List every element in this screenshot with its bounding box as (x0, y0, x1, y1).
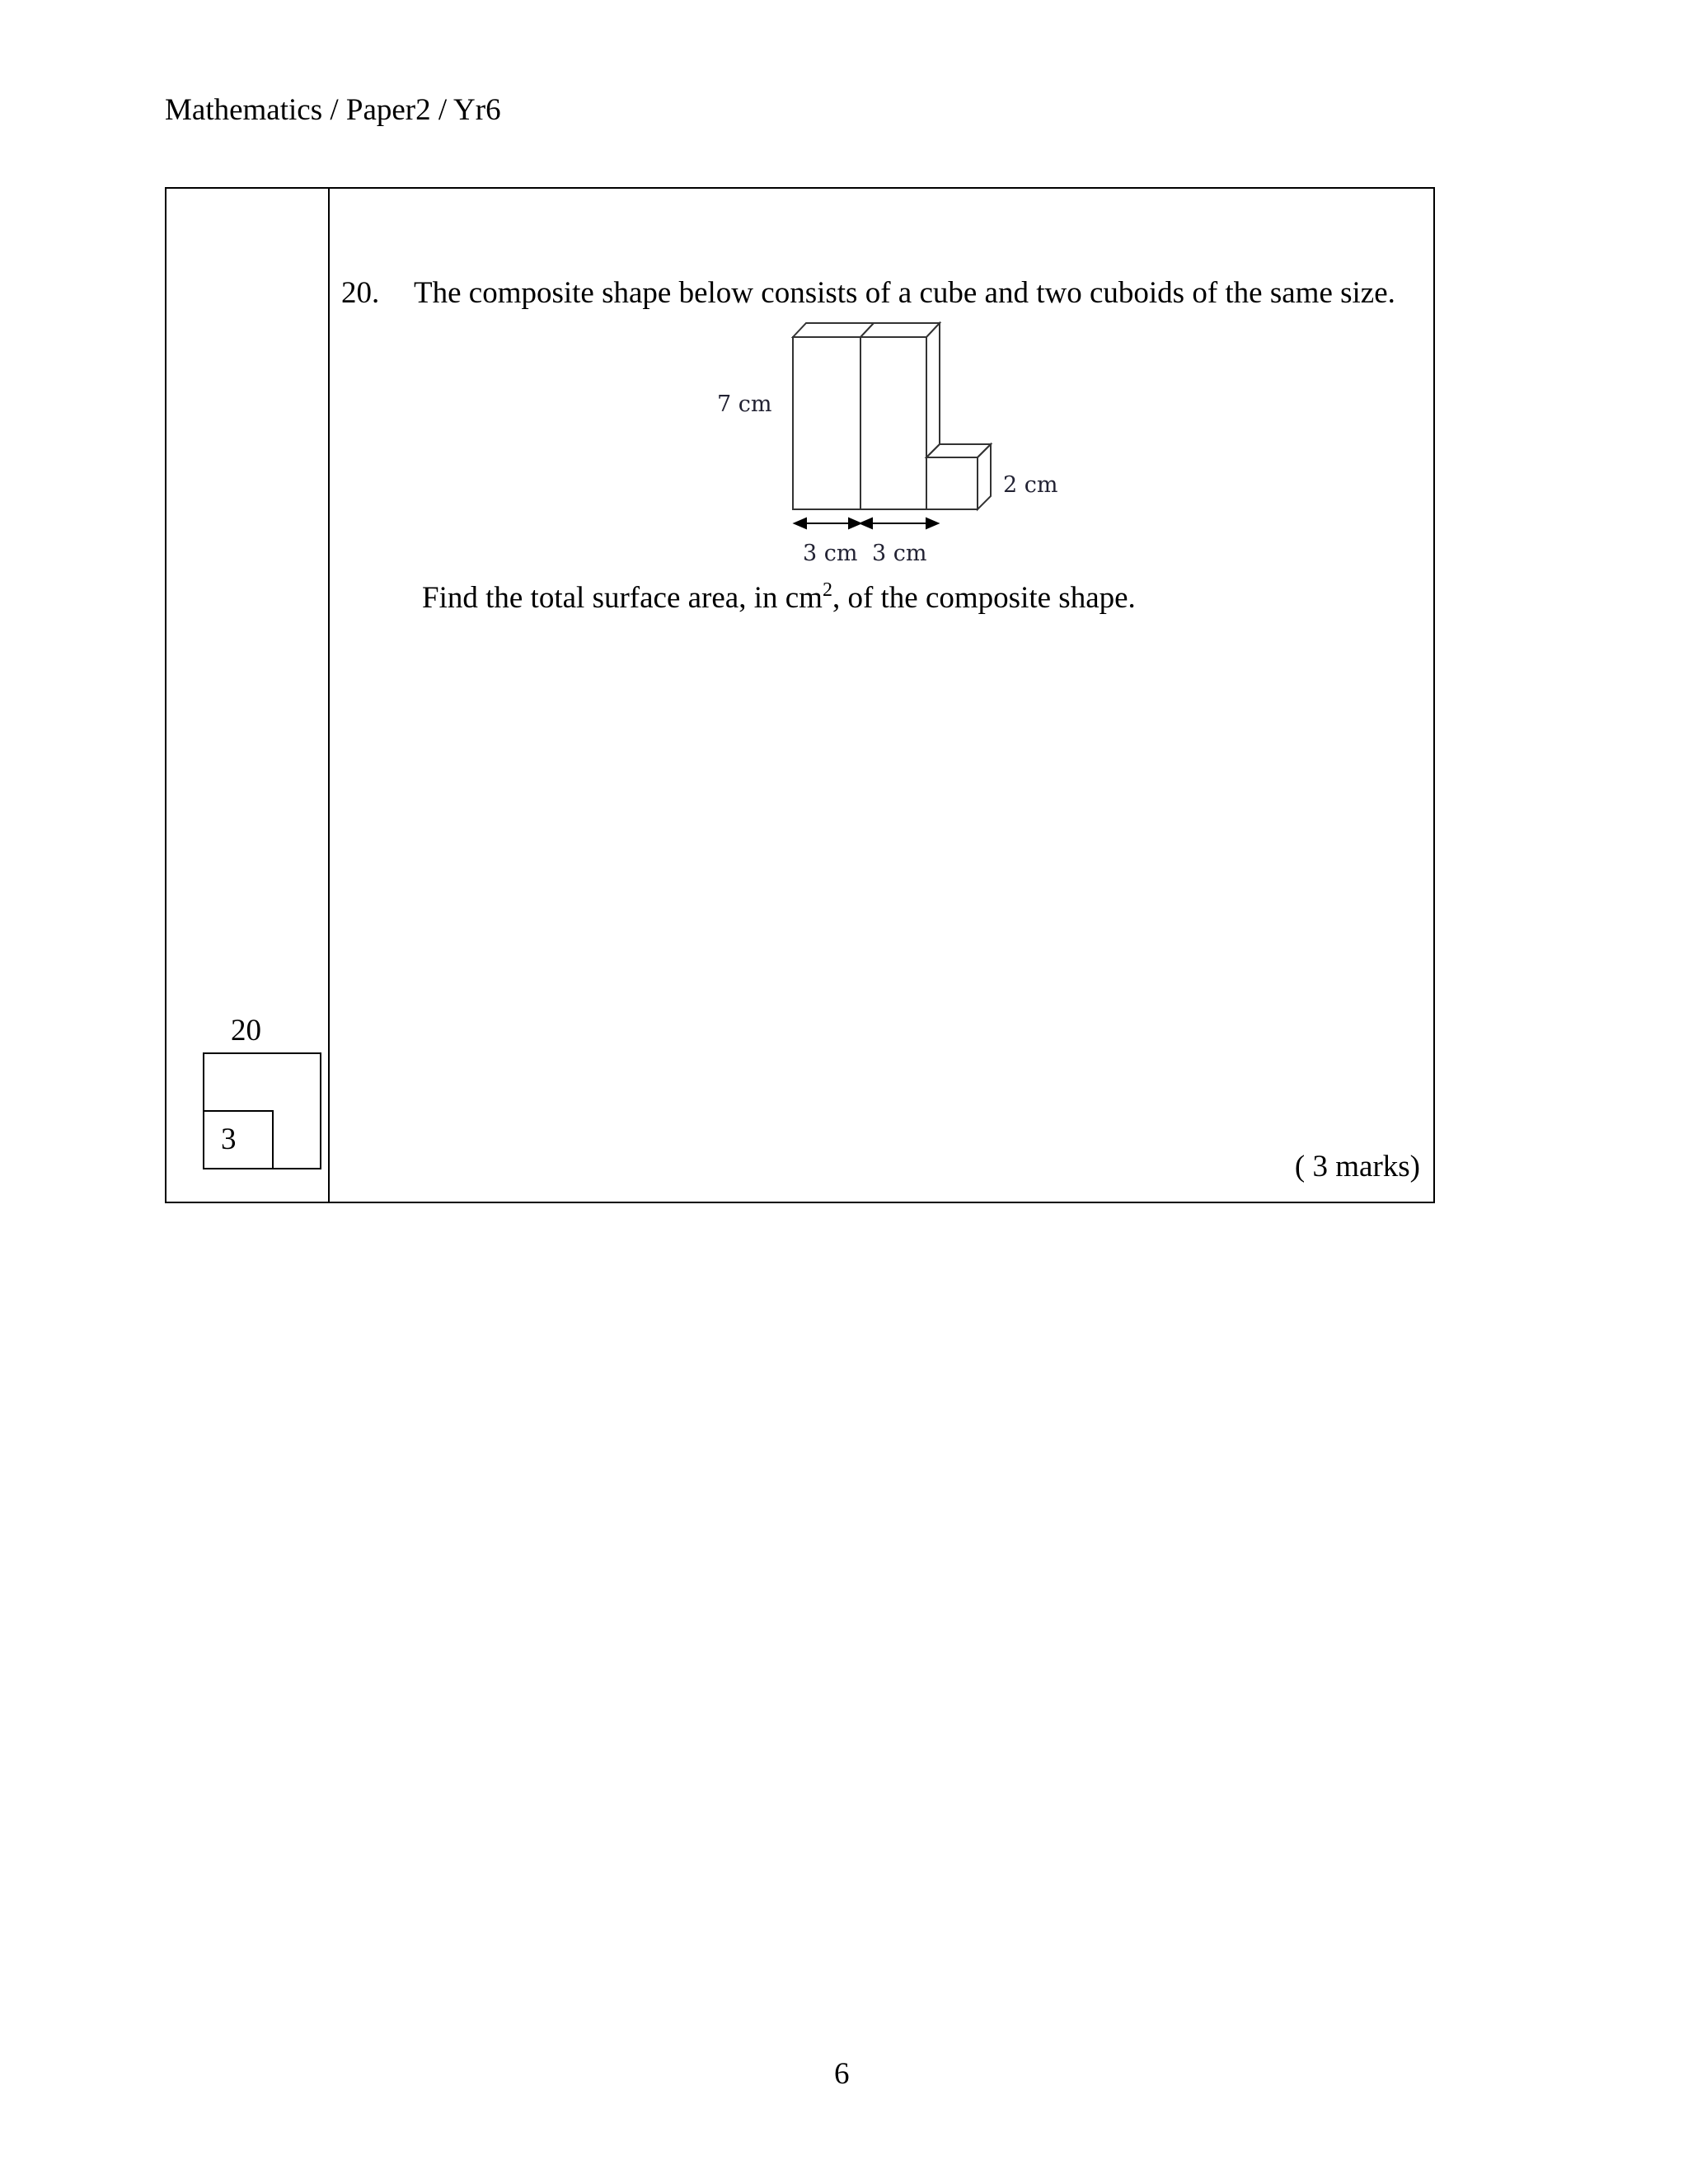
cube-edge-label: 2 cm (1003, 472, 1058, 498)
arrowhead-left-start (795, 518, 806, 528)
composite-shape-diagram (710, 311, 1073, 574)
cuboid-right-front (860, 337, 926, 509)
question-text: The composite shape below consists of a cube and two cuboids of the same size. (414, 276, 1395, 310)
width-label-left: 3 cm (803, 541, 858, 566)
cube-side-face (978, 444, 991, 509)
cube-top-face (926, 444, 991, 457)
max-marks-box (203, 1110, 274, 1169)
arrowhead-right-end (926, 518, 938, 528)
instruction-superscript: 2 (822, 579, 832, 601)
width-label-right: 3 cm (872, 541, 927, 566)
instruction-after: , of the composite shape. (832, 581, 1136, 615)
marks-column (166, 189, 330, 1202)
height-label: 7 cm (717, 391, 772, 417)
score-box (203, 1052, 321, 1169)
instruction-before: Find the total surface area, in cm (422, 581, 823, 615)
question-number: 20. (341, 276, 380, 310)
cube-front (926, 457, 978, 509)
cuboid-right-side-face (926, 323, 940, 457)
score-question-number: 20 (231, 1014, 261, 1047)
marks-label: ( 3 marks) (1294, 1150, 1420, 1183)
instruction (422, 580, 1136, 616)
question-table (165, 187, 1435, 1203)
arrowhead-right-start (860, 518, 872, 528)
page-number: 6 (834, 2057, 850, 2091)
cuboid-left-front (793, 337, 860, 509)
max-marks-value: 3 (221, 1122, 237, 1156)
page-header: Mathematics / Paper2 / Yr6 (165, 93, 501, 127)
